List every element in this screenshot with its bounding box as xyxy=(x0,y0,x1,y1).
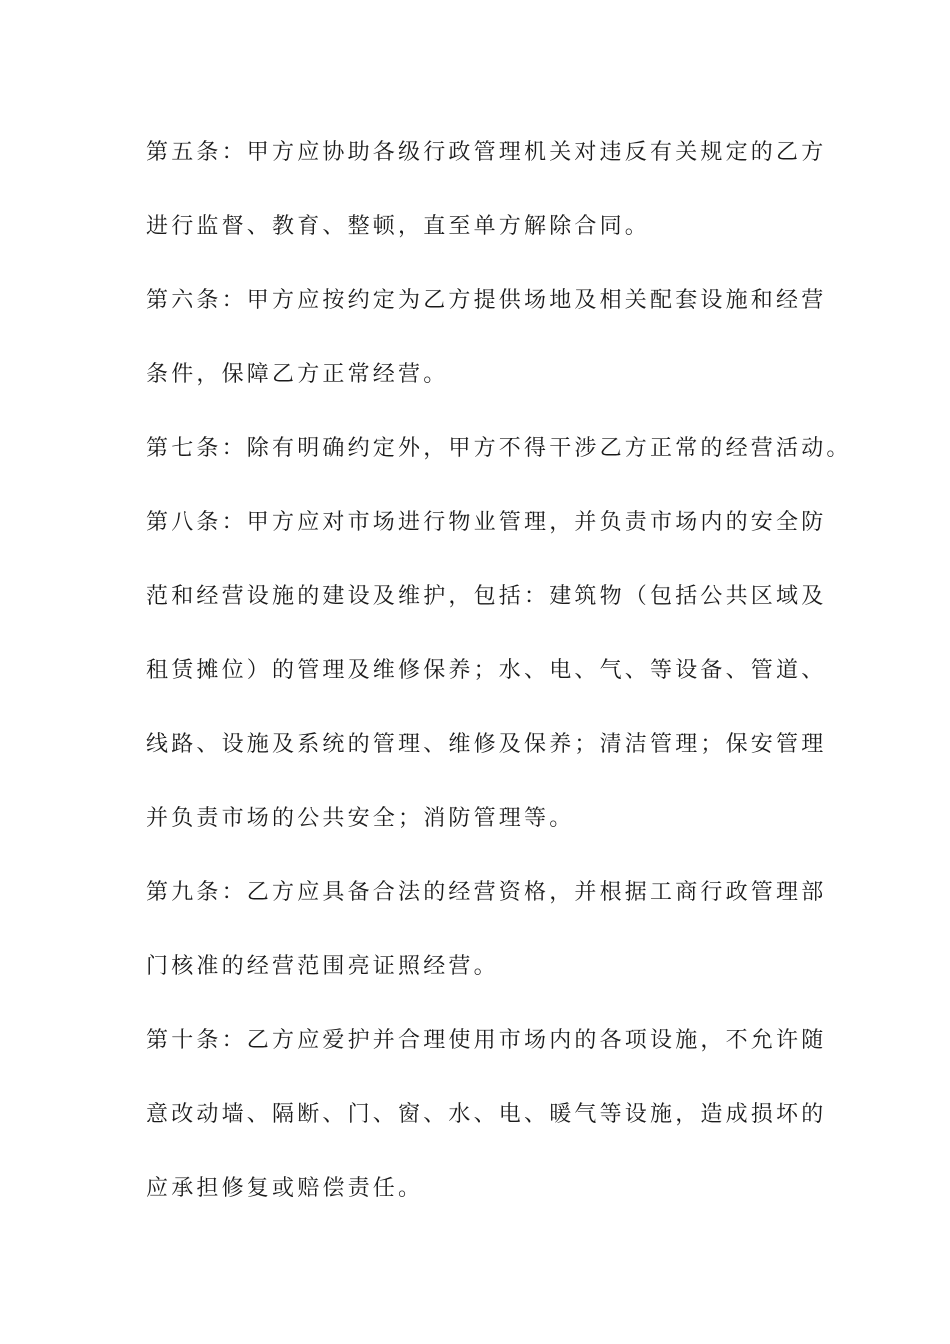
text-line-article-9-part-2: 门核准的经营范围亮证照经营。 xyxy=(146,954,499,979)
text-line-article-6-part-1: 第六条：甲方应按约定为乙方提供场地及相关配套设施和经营 xyxy=(146,288,827,313)
text-line-article-7: 第七条：除有明确约定外，甲方不得干涉乙方正常的经营活动。 xyxy=(146,436,852,461)
text-line-article-8-part-3: 租赁摊位）的管理及维修保养；水、电、气、等设备、管道、 xyxy=(146,658,827,683)
text-line-article-5-part-2: 进行监督、教育、整顿，直至单方解除合同。 xyxy=(146,214,651,239)
text-line-article-8-part-4: 线路、设施及系统的管理、维修及保养；清洁管理；保安管理 xyxy=(146,732,827,757)
text-line-article-9-part-1: 第九条：乙方应具备合法的经营资格，并根据工商行政管理部 xyxy=(146,880,827,905)
text-line-article-5-part-1: 第五条：甲方应协助各级行政管理机关对违反有关规定的乙方 xyxy=(146,140,827,165)
text-line-article-10-part-2: 意改动墙、隔断、门、窗、水、电、暖气等设施，造成损坏的 xyxy=(146,1102,827,1127)
text-line-article-6-part-2: 条件，保障乙方正常经营。 xyxy=(146,362,449,387)
text-line-article-10-part-1: 第十条：乙方应爱护并合理使用市场内的各项设施，不允许随 xyxy=(146,1028,827,1053)
text-line-article-8-part-5: 并负责市场的公共安全；消防管理等。 xyxy=(146,806,575,831)
text-line-article-8-part-2: 范和经营设施的建设及维护，包括：建筑物（包括公共区域及 xyxy=(146,584,827,609)
text-line-article-10-part-3: 应承担修复或赔偿责任。 xyxy=(146,1176,424,1201)
text-line-article-8-part-1: 第八条：甲方应对市场进行物业管理，并负责市场内的安全防 xyxy=(146,510,827,535)
